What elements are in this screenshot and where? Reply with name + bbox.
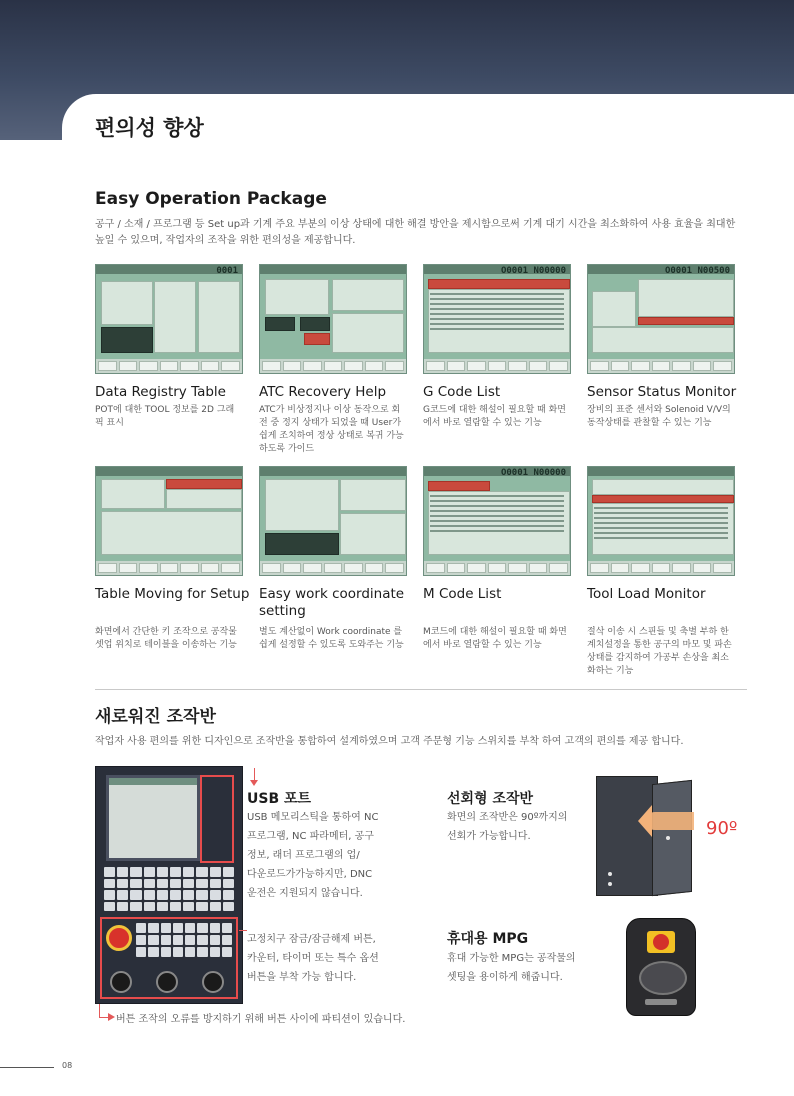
partition-note: 버튼 조작의 오류를 방지하기 위해 버튼 사이에 파티션이 있습니다. [116,1014,406,1025]
mpg-title: 휴대용 MPG [447,931,529,947]
feature-desc-tool-load: 절삭 이송 시 스핀들 및 축별 부하 한계치설정을 통한 공구의 마모 및 파손 상태를 감지하여 가공부 손상을 최소화하는 기능 [587,627,732,676]
feature-title-data-registry: Data Registry Table [95,384,226,400]
feature-desc-work-coordinate: 별도 계산없이 Work coordinate 를 쉽게 설정할 수 있도록 도와주는 기능 [259,627,404,650]
page-number-line [0,1067,54,1068]
feature-desc-sensor-status: 장비의 표준 센서와 Solenoid V/V의 동작상태를 관찰할 수 있는 기능 [587,405,731,428]
arrow-right-icon [108,1013,115,1021]
feature-desc-atc-recovery: ATC가 비상정지나 이상 동작으로 회전 중 정지 상태가 되었을 때 User가 쉽게 조치하여 정상 상태로 복귀 가능하도록 가이드 [259,405,404,454]
feature-title-work-coordinate: Easy work coordinate setting [259,586,405,619]
usb-line-3: 정보, 래더 프로그램의 업/ [247,850,360,861]
knob-icon [202,971,224,993]
rotating-line-1: 화면의 조작반은 90º까지의 [447,812,568,823]
screen-number: O0001 N00000 [500,468,566,478]
feature-title-tool-load: Tool Load Monitor [587,586,706,602]
operation-panel-image [95,766,243,1004]
usb-line-1: USB 메모리스틱을 통하여 NC [247,812,379,823]
arrow-down-icon [250,780,258,786]
screen-tool-load [587,466,735,576]
page-title: 편의성 향상 [95,116,204,140]
new-panel-title: 새로워진 조작반 [95,707,216,727]
screen-table-moving [95,466,243,576]
feature-title-sensor-status: Sensor Status Monitor [587,384,737,400]
mpg-line-2: 셋팅을 용이하게 해줍니다. [447,972,563,983]
feature-desc-m-code: M코드에 대한 해설이 필요할 때 화면에서 바로 열람할 수 있는 기능 [423,627,567,650]
mpg-line-1: 휴대 가능한 MPG는 공작물의 [447,953,576,964]
usb-line-5: 운전은 지원되지 않습니다. [247,888,363,899]
easy-op-title: Easy Operation Package [95,189,327,209]
easy-op-description: 공구 / 소재 / 프로그램 등 Set up과 기계 주요 부분의 이상 상태에 대한 해결 방안을 제시함으로써 기계 대기 시간을 최소화하여 사용 효율을 최대한 높일 수 있으며, 작업자의 조작을 위한 편의성을 제공합니다. [95,219,736,246]
rotating-title: 선회형 조작반 [447,791,534,807]
knob-icon [156,971,178,993]
feature-title-g-code: G Code List [423,384,501,400]
rotation-arrow-head-icon [638,805,652,837]
screen-number: O0001 N00000 [500,266,566,276]
knob-icon [110,971,132,993]
usb-line-4: 다운로드가가능하지만, DNC [247,869,373,880]
usb-port-highlight [200,775,234,863]
screen-number: 0001 [216,266,238,276]
screen-data-registry [95,264,243,374]
option-line-1: 고정치구 잠금/잠금해제 버튼, [247,934,376,945]
option-line-2: 카운터, 타이머 또는 특수 옵션 [247,953,379,964]
usb-title: USB 포트 [247,791,312,807]
section-divider [95,689,747,690]
connector-partition [99,1004,100,1018]
feature-title-atc-recovery: ATC Recovery Help [259,384,387,400]
page-number: 08 [62,1061,73,1070]
feature-desc-table-moving: 화면에서 간단한 키 조작으로 공작물 셋업 위치로 테이블을 이송하는 기능 [95,627,237,650]
screen-number: O0001 N00500 [664,266,730,276]
connector-option [239,930,247,931]
rotation-arrow-icon [646,812,694,830]
emergency-stop-icon [106,925,132,951]
feature-title-m-code: M Code List [423,586,502,602]
rotation-angle-label: 90º [706,818,738,839]
usb-line-2: 프로그램, NC 파라메터, 공구 [247,831,374,842]
screen-atc-recovery [259,264,407,374]
feature-desc-data-registry: POT에 대한 TOOL 정보를 2D 그래픽 표시 [95,405,235,428]
rotating-line-2: 선회가 가능합니다. [447,831,531,842]
screen-work-coordinate [259,466,407,576]
feature-title-table-moving: Table Moving for Setup [95,586,250,602]
feature-desc-g-code: G코드에 대한 해설이 필요할 때 화면에서 바로 열람할 수 있는 기능 [423,405,566,428]
portable-mpg-image [626,918,696,1016]
screen-sensor-status [587,264,735,374]
screen-g-code-list [423,264,571,374]
screen-m-code-list [423,466,571,576]
option-line-3: 버튼을 부착 가능 합니다. [247,972,357,983]
new-panel-description: 작업자 사용 편의를 위한 디자인으로 조작반을 통합하여 설계하였으며 고객 주문형 기능 스위치를 부착 하여 고객의 편의를 제공 합니다. [95,736,684,747]
